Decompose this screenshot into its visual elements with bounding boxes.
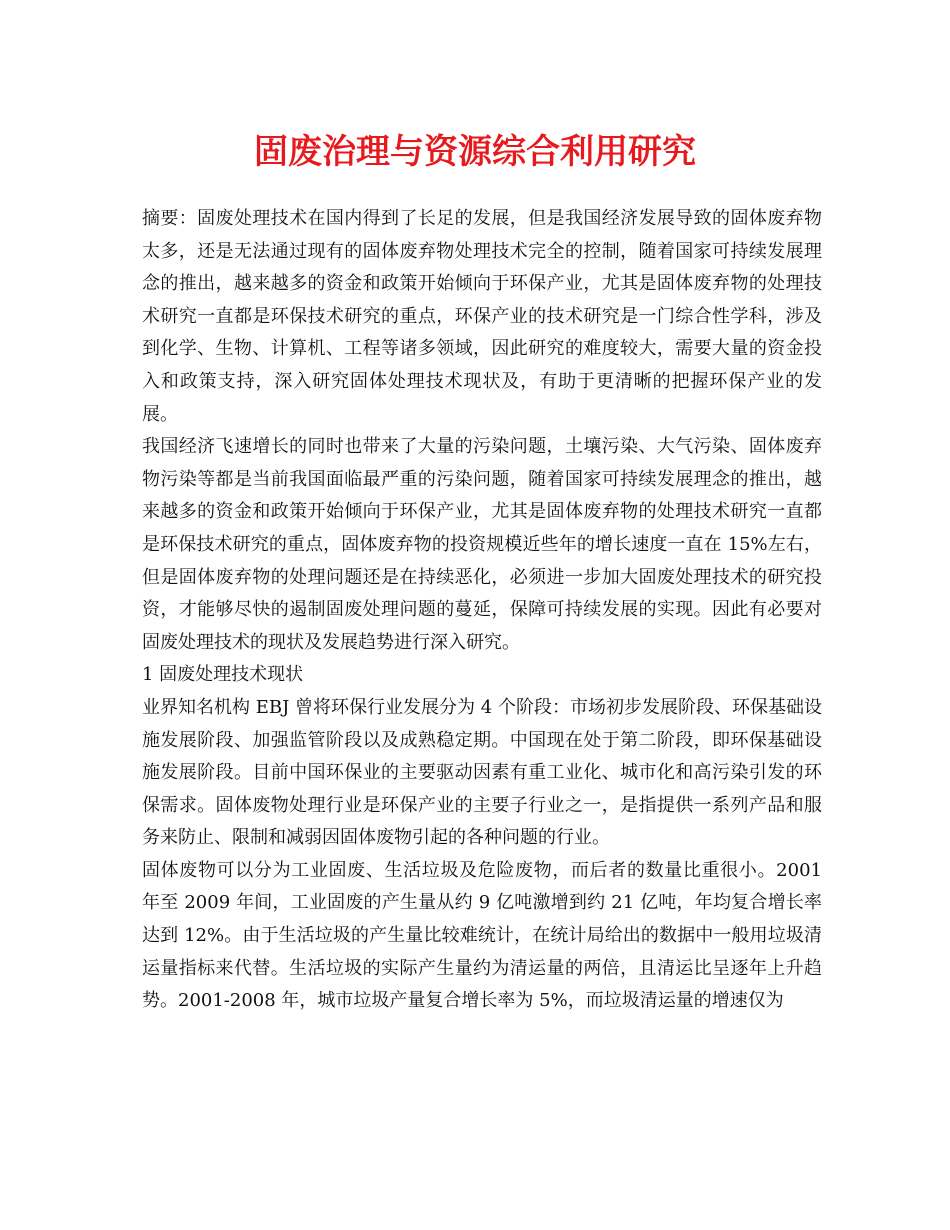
- intro-paragraph: 我国经济飞速增长的同时也带来了大量的污染问题，土壤污染、大气污染、固体废弃物污染等都是当前我国面临最严重的污染问题，随着国家可持续发展理念的推出，越来越多的资金和政策开始倾向于环保产业，尤其是固体废弃物的处理技术研究一直都是环保技术研究的重点，固体废弃物的投资规模近些年的增长速度一直在 15%左右，但是固体废弃物的处理问题还是在持续恶化，必须进一步加大固废处理技术的研究投资，才能够尽快的遏制固废处理问题的蔓延，保障可持续发展的实现。因此有必要对固废处理技术的现状及发展趋势进行深入研究。: [142, 436, 822, 653]
- body-paragraph: 业界知名机构 EBJ 曾将环保行业发展分为 4 个阶段：市场初步发展阶段、环保基础设施发展阶段、加强监管阶段以及成熟稳定期。中国现在处于第二阶段，即环保基础设施发展阶段。目前中国环保业的主要驱动因素有重工业化、城市化和高污染引发的环保需求。固体废物处理行业是环保产业的主要子行业之一，是指提供一系列产品和服务来防止、限制和减弱因固体废物引起的各种问题的行业。: [142, 696, 822, 849]
- body-paragraph: 固体废物可以分为工业固废、生活垃圾及危险废物，而后者的数量比重很小。2001 年至 2009 年间，工业固废的产生量从约 9 亿吨激增到约 21 亿吨，年均复合增长率达到 12%。由于生活垃圾的产生量比较难统计，在统计局给出的数据中一般用垃圾清运量指标来代替。生活垃圾的实际产生量约为清运量的两倍，且清运比呈逐年上升趋势。2001-2008 年，城市垃圾产量复合增长率为 5%，而垃圾清运量的增速仅为: [142, 859, 822, 1012]
- section-heading: 1 固废处理技术现状: [142, 664, 304, 686]
- document-title: 固废治理与资源综合利用研究: [254, 132, 696, 172]
- document-body: [142, 203, 822, 1018]
- abstract-paragraph: 摘要：固废处理技术在国内得到了长足的发展，但是我国经济发展导致的固体废弃物太多，还是无法通过现有的固体废弃物处理技术完全的控制，随着国家可持续发展理念的推出，越来越多的资金和政策开始倾向于环保产业，尤其是固体废弃物的处理技术研究一直都是环保技术研究的重点，环保产业的技术研究是一门综合性学科，涉及到化学、生物、计算机、工程等诸多领域，因此研究的难度较大，需要大量的资金投入和政策支持，深入研究固体处理技术现状及，有助于更清晰的把握环保产业的发展。: [142, 208, 822, 425]
